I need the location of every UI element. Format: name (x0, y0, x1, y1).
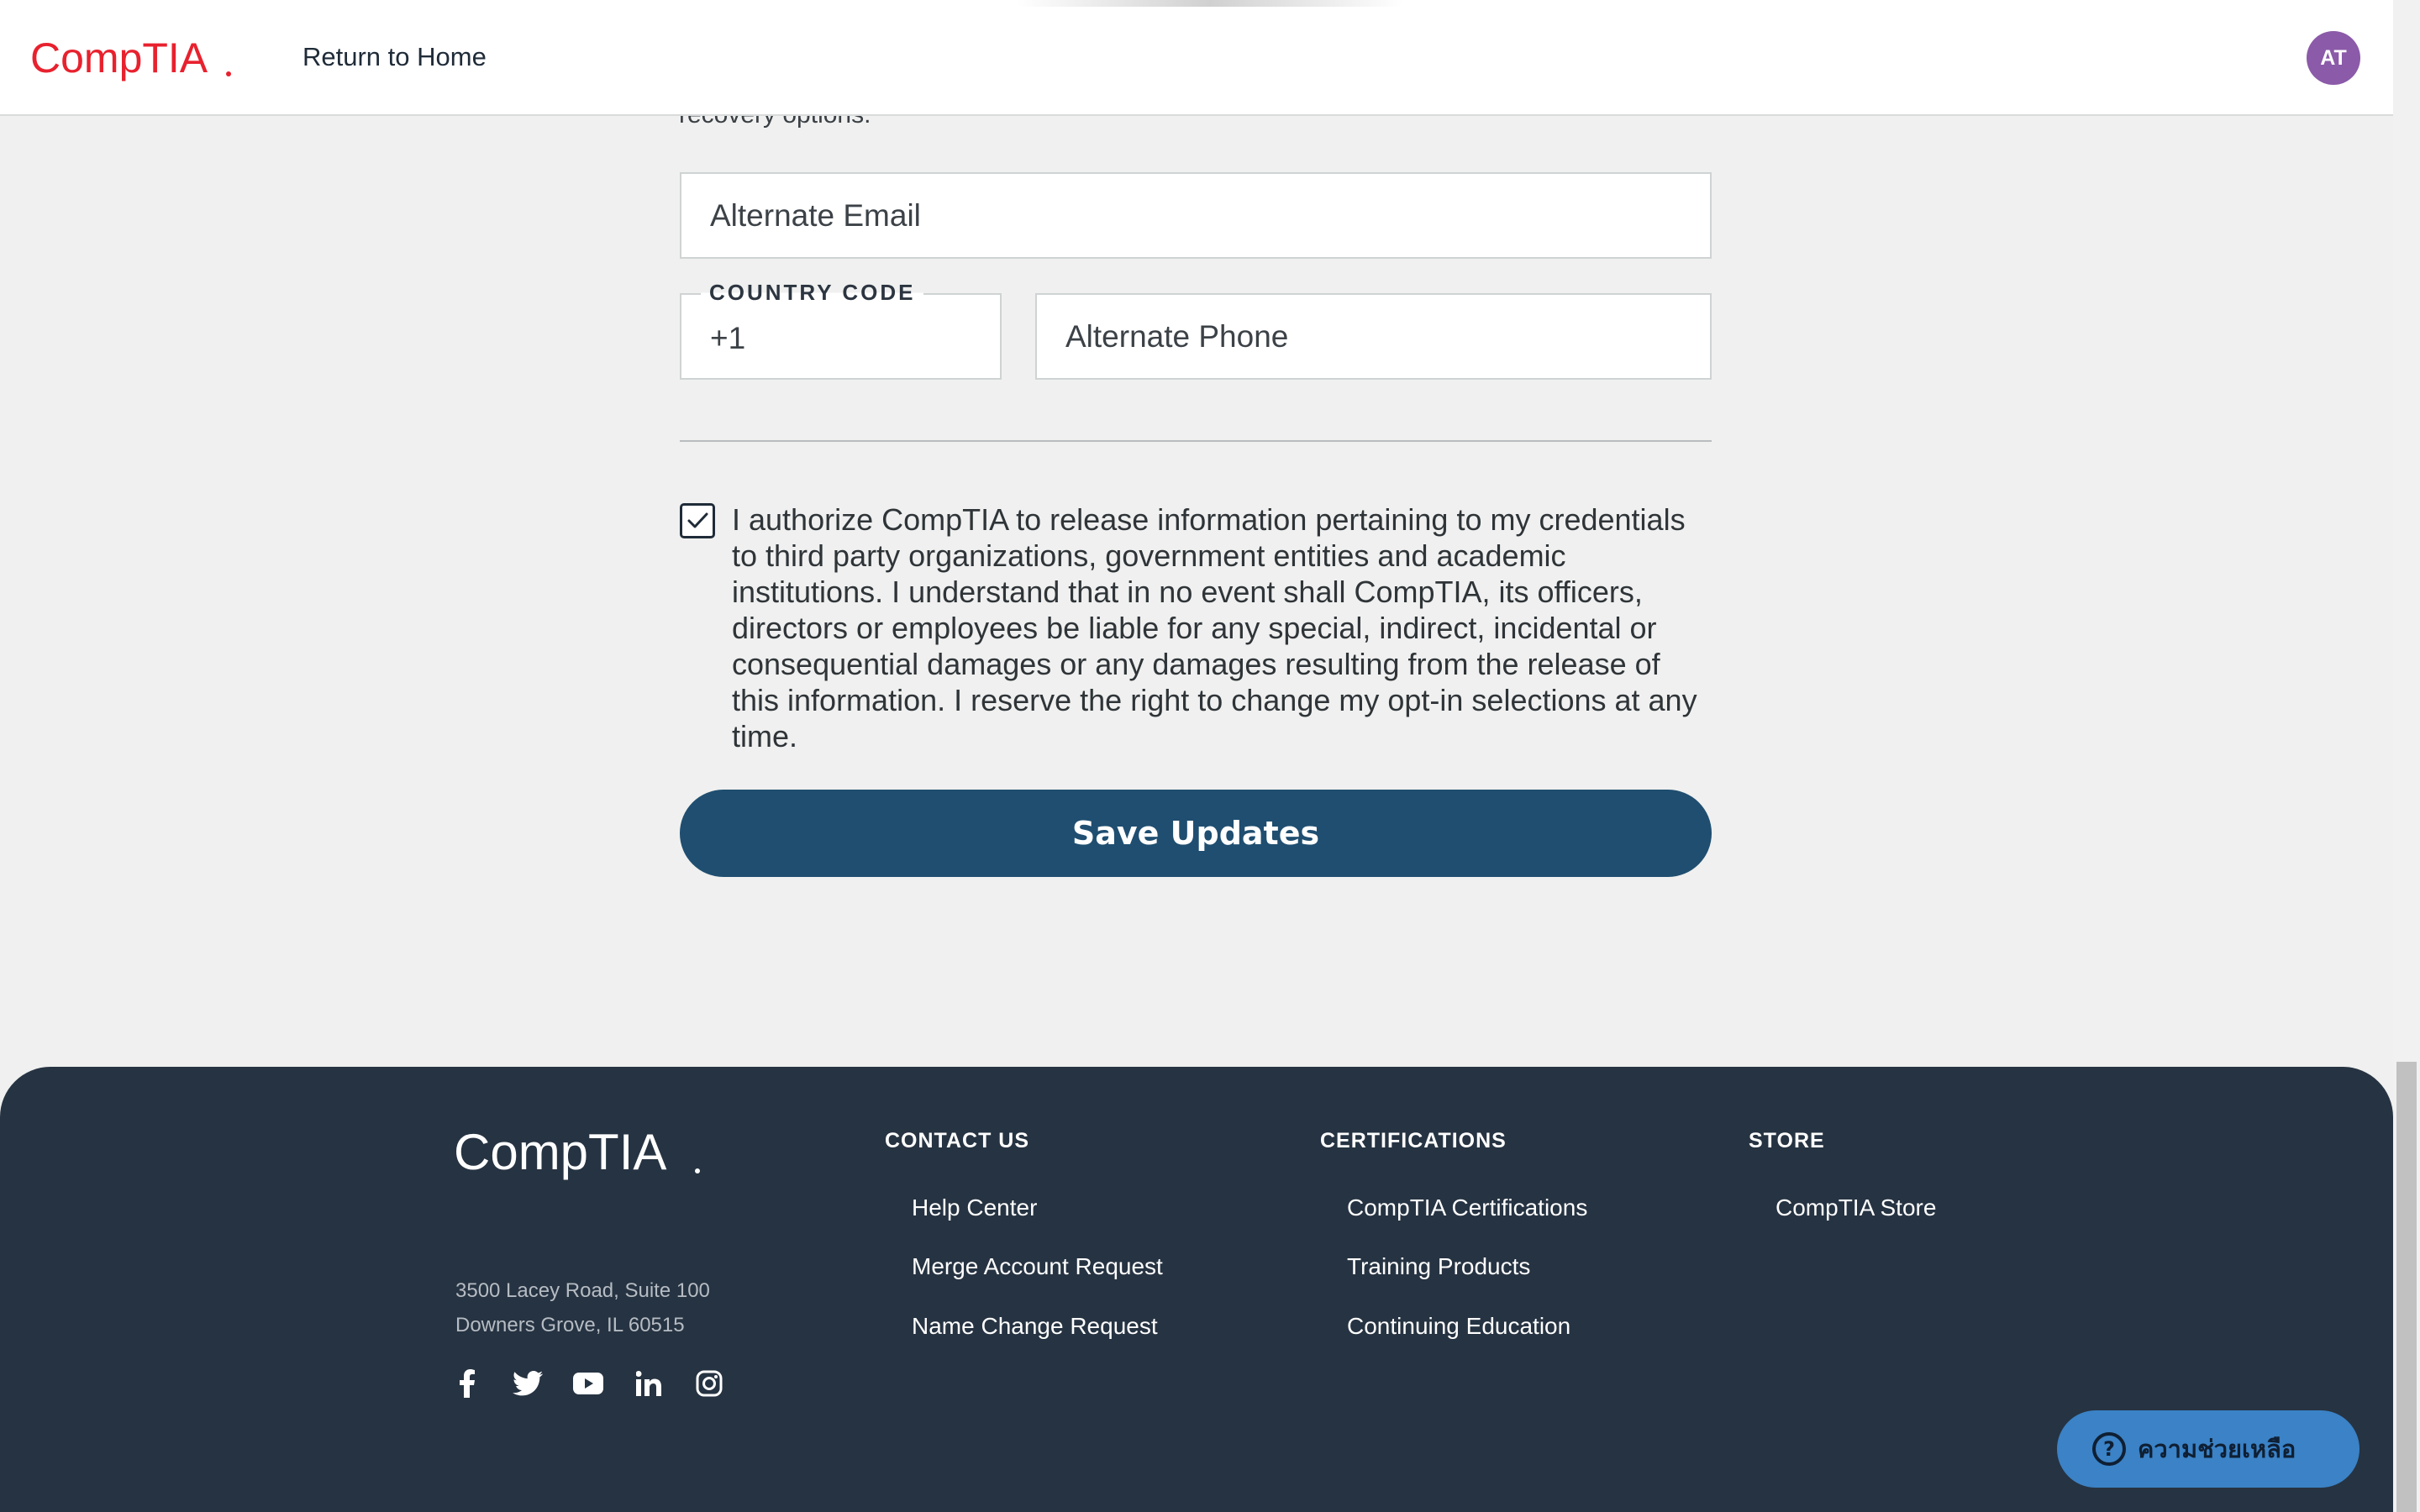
comptia-store-link[interactable]: CompTIA Store (1776, 1194, 1937, 1221)
instagram-icon[interactable] (692, 1367, 726, 1400)
twitter-icon[interactable] (511, 1367, 544, 1400)
user-avatar[interactable]: AT (2307, 31, 2360, 85)
footer-logo[interactable] (454, 1126, 706, 1185)
continuing-education-link[interactable]: Continuing Education (1347, 1313, 1571, 1339)
site-footer (0, 1067, 2393, 1512)
address-line-2: Downers Grove, IL 60515 (455, 1314, 685, 1336)
form-divider (680, 440, 1712, 442)
country-code-label: COUNTRY CODE (701, 280, 923, 306)
address-line-1: 3500 Lacey Road, Suite 100 (455, 1279, 710, 1302)
scrollbar-thumb[interactable] (2396, 1062, 2417, 1512)
alternate-phone-placeholder: Alternate Phone (1065, 318, 1289, 354)
facebook-icon[interactable] (450, 1367, 484, 1400)
footer-certifications-title: CERTIFICATIONS (1320, 1129, 1507, 1152)
consent-text: I authorize CompTIA to release information pertaining to my credentials to third party organizations, government entities and academic institutions. I understand that in no event shall CompTIA, its officers, directors or employees be liable for any special, indirect, incidental or consequential damages or any damages resulting from the release of this information. I reserve the right to change my opt-in selections at any time. (732, 502, 1697, 753)
linkedin-icon[interactable] (632, 1367, 666, 1400)
alternate-email-placeholder: Alternate Email (710, 197, 921, 233)
save-updates-button[interactable]: Save Updates (680, 790, 1712, 877)
merge-account-request-link[interactable]: Merge Account Request (912, 1253, 1163, 1279)
alternate-email-input[interactable] (680, 172, 1712, 259)
logo-text: CompTIA (30, 35, 208, 81)
help-question-icon: ? (2092, 1432, 2126, 1466)
help-center-link[interactable]: Help Center (912, 1194, 1038, 1221)
youtube-icon[interactable] (571, 1367, 605, 1400)
alternate-phone-input[interactable] (1035, 293, 1712, 380)
footer-store-title: STORE (1749, 1129, 1825, 1152)
checkmark-icon (685, 508, 710, 533)
social-links (450, 1367, 726, 1400)
help-button[interactable] (2057, 1410, 2360, 1488)
comptia-certifications-link[interactable]: CompTIA Certifications (1347, 1194, 1588, 1221)
comptia-logo[interactable] (30, 35, 232, 82)
header-shadow (1017, 0, 1403, 7)
training-products-link[interactable]: Training Products (1347, 1253, 1531, 1279)
country-code-input[interactable] (680, 293, 1002, 380)
top-header (0, 0, 2393, 116)
company-address (455, 1273, 710, 1342)
help-button-label: ความช่วยเหลือ (2138, 1435, 2296, 1463)
footer-contact-title: CONTACT US (885, 1129, 1030, 1152)
country-code-value: +1 (710, 320, 746, 355)
return-to-home-link[interactable]: Return to Home (302, 42, 487, 71)
consent-checkbox[interactable] (680, 503, 715, 538)
footer-logo-text: CompTIA (454, 1126, 667, 1180)
name-change-request-link[interactable]: Name Change Request (912, 1313, 1158, 1339)
